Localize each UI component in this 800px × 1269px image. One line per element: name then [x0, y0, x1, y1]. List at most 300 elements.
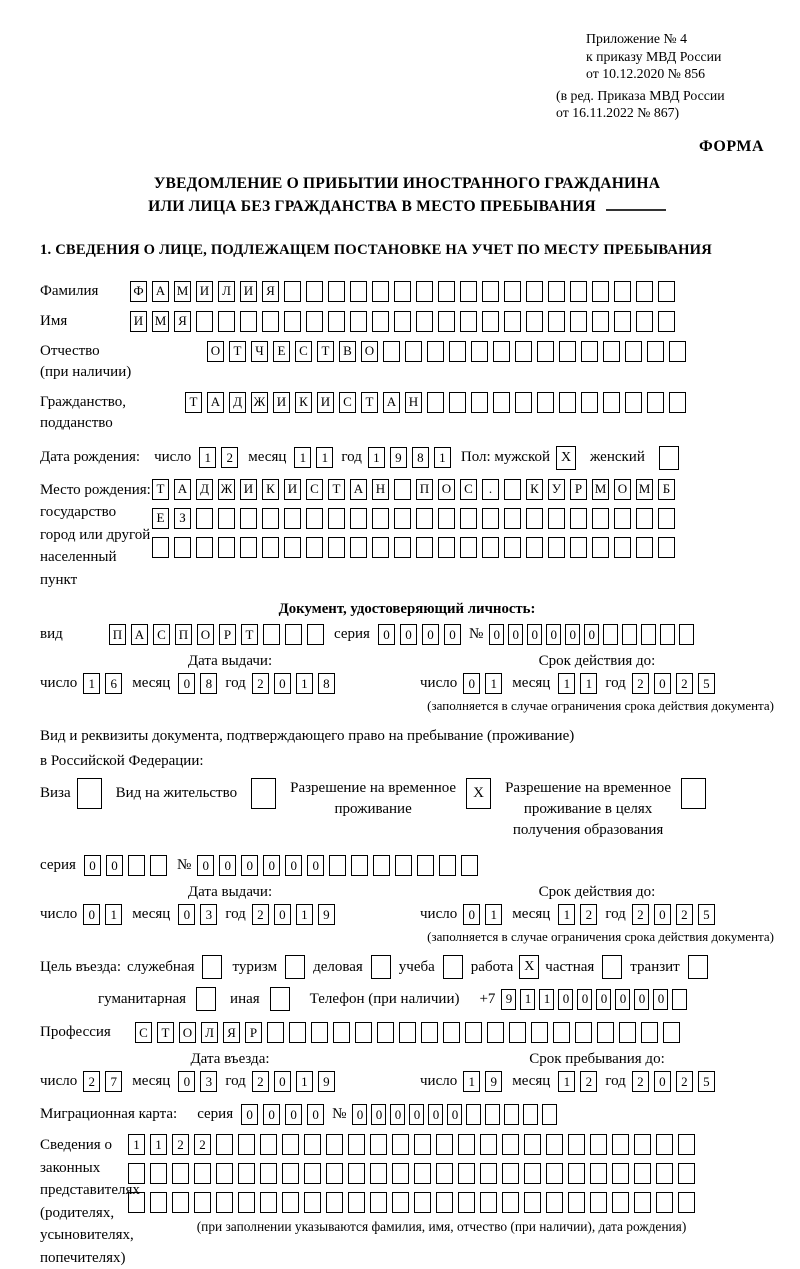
char-cell[interactable] — [634, 1163, 651, 1184]
char-cell[interactable] — [172, 1192, 189, 1213]
purpose-other-checkbox[interactable] — [270, 987, 290, 1011]
char-cell[interactable]: 1 — [83, 673, 100, 694]
char-cell[interactable] — [679, 624, 694, 645]
char-cell[interactable] — [546, 1192, 563, 1213]
char-cell[interactable] — [416, 508, 433, 529]
char-cell[interactable]: 1 — [296, 673, 313, 694]
char-cell[interactable]: 2 — [252, 904, 269, 925]
char-cell[interactable] — [216, 1134, 233, 1155]
char-cell[interactable] — [678, 1163, 695, 1184]
char-cell[interactable]: 0 — [654, 904, 671, 925]
char-cell[interactable]: 8 — [318, 673, 335, 694]
char-cell[interactable] — [509, 1022, 526, 1043]
char-cell[interactable] — [328, 281, 345, 302]
char-cell[interactable] — [458, 1134, 475, 1155]
char-cell[interactable] — [414, 1163, 431, 1184]
char-cell[interactable]: 1 — [485, 673, 502, 694]
char-cell[interactable] — [449, 392, 466, 413]
char-cell[interactable] — [284, 537, 301, 558]
char-cell[interactable] — [669, 392, 686, 413]
char-cell[interactable] — [658, 508, 675, 529]
char-cell[interactable]: 1 — [199, 447, 216, 468]
char-cell[interactable]: 0 — [463, 673, 480, 694]
char-cell[interactable]: 0 — [263, 855, 280, 876]
char-cell[interactable] — [504, 311, 521, 332]
char-cell[interactable] — [372, 537, 389, 558]
char-cell[interactable]: 9 — [390, 447, 407, 468]
char-cell[interactable] — [329, 855, 346, 876]
char-cell[interactable]: О — [197, 624, 214, 645]
char-cell[interactable] — [502, 1192, 519, 1213]
char-cell[interactable] — [480, 1192, 497, 1213]
char-cell[interactable]: И — [284, 479, 301, 500]
char-cell[interactable] — [592, 508, 609, 529]
char-cell[interactable] — [570, 281, 587, 302]
char-cell[interactable] — [443, 1022, 460, 1043]
char-cell[interactable]: И — [196, 281, 213, 302]
char-cell[interactable] — [634, 1134, 651, 1155]
char-cell[interactable]: С — [295, 341, 312, 362]
char-cell[interactable] — [350, 508, 367, 529]
char-cell[interactable] — [196, 508, 213, 529]
char-cell[interactable] — [590, 1163, 607, 1184]
char-cell[interactable] — [267, 1022, 284, 1043]
char-cell[interactable]: 2 — [83, 1071, 100, 1092]
char-cell[interactable] — [394, 479, 411, 500]
char-cell[interactable] — [559, 392, 576, 413]
char-cell[interactable] — [592, 537, 609, 558]
char-cell[interactable]: Т — [152, 479, 169, 500]
char-cell[interactable]: 2 — [252, 1071, 269, 1092]
char-cell[interactable] — [326, 1134, 343, 1155]
char-cell[interactable]: 0 — [178, 904, 195, 925]
char-cell[interactable] — [260, 1163, 277, 1184]
char-cell[interactable] — [482, 508, 499, 529]
char-cell[interactable] — [559, 341, 576, 362]
char-cell[interactable]: 0 — [615, 989, 630, 1010]
char-cell[interactable] — [196, 311, 213, 332]
char-cell[interactable] — [581, 341, 598, 362]
purpose-transit-checkbox[interactable] — [688, 955, 708, 979]
char-cell[interactable] — [531, 1022, 548, 1043]
char-cell[interactable] — [597, 1022, 614, 1043]
char-cell[interactable] — [658, 537, 675, 558]
char-cell[interactable]: 0 — [241, 855, 258, 876]
char-cell[interactable]: В — [339, 341, 356, 362]
char-cell[interactable]: 0 — [178, 673, 195, 694]
char-cell[interactable] — [647, 341, 664, 362]
visa-checkbox[interactable] — [77, 778, 102, 809]
char-cell[interactable] — [537, 341, 554, 362]
char-cell[interactable] — [487, 1022, 504, 1043]
char-cell[interactable] — [482, 311, 499, 332]
char-cell[interactable]: 0 — [352, 1104, 367, 1125]
char-cell[interactable]: 0 — [106, 855, 123, 876]
char-cell[interactable] — [458, 1192, 475, 1213]
char-cell[interactable] — [524, 1192, 541, 1213]
char-cell[interactable] — [128, 1192, 145, 1213]
char-cell[interactable]: О — [438, 479, 455, 500]
char-cell[interactable] — [326, 1163, 343, 1184]
char-cell[interactable] — [658, 281, 675, 302]
char-cell[interactable] — [493, 341, 510, 362]
char-cell[interactable]: 0 — [400, 624, 417, 645]
char-cell[interactable]: 1 — [580, 673, 597, 694]
char-cell[interactable] — [502, 1163, 519, 1184]
char-cell[interactable]: И — [240, 479, 257, 500]
char-cell[interactable]: 8 — [412, 447, 429, 468]
char-cell[interactable]: 1 — [128, 1134, 145, 1155]
char-cell[interactable]: А — [207, 392, 224, 413]
char-cell[interactable] — [504, 1104, 519, 1125]
char-cell[interactable] — [634, 1192, 651, 1213]
char-cell[interactable]: 1 — [150, 1134, 167, 1155]
char-cell[interactable] — [460, 537, 477, 558]
char-cell[interactable] — [636, 508, 653, 529]
char-cell[interactable] — [553, 1022, 570, 1043]
char-cell[interactable]: А — [383, 392, 400, 413]
char-cell[interactable] — [526, 281, 543, 302]
char-cell[interactable] — [524, 1134, 541, 1155]
char-cell[interactable] — [438, 311, 455, 332]
char-cell[interactable]: 0 — [654, 1071, 671, 1092]
char-cell[interactable] — [394, 508, 411, 529]
char-cell[interactable]: К — [526, 479, 543, 500]
char-cell[interactable] — [546, 1163, 563, 1184]
char-cell[interactable] — [465, 1022, 482, 1043]
char-cell[interactable]: И — [273, 392, 290, 413]
char-cell[interactable] — [377, 1022, 394, 1043]
char-cell[interactable] — [348, 1163, 365, 1184]
char-cell[interactable]: Я — [262, 281, 279, 302]
char-cell[interactable] — [394, 537, 411, 558]
char-cell[interactable] — [568, 1192, 585, 1213]
char-cell[interactable] — [526, 311, 543, 332]
char-cell[interactable] — [656, 1192, 673, 1213]
char-cell[interactable] — [438, 281, 455, 302]
char-cell[interactable]: М — [152, 311, 169, 332]
char-cell[interactable]: 0 — [285, 1104, 302, 1125]
char-cell[interactable]: 0 — [428, 1104, 443, 1125]
char-cell[interactable]: 9 — [318, 1071, 335, 1092]
char-cell[interactable] — [466, 1104, 481, 1125]
char-cell[interactable]: 2 — [194, 1134, 211, 1155]
char-cell[interactable]: Л — [218, 281, 235, 302]
char-cell[interactable] — [449, 341, 466, 362]
char-cell[interactable]: О — [179, 1022, 196, 1043]
gender-male-checkbox[interactable]: X — [556, 446, 576, 470]
char-cell[interactable] — [262, 537, 279, 558]
char-cell[interactable] — [284, 311, 301, 332]
char-cell[interactable]: 0 — [371, 1104, 386, 1125]
char-cell[interactable]: 0 — [307, 1104, 324, 1125]
char-cell[interactable]: И — [240, 281, 257, 302]
char-cell[interactable] — [240, 311, 257, 332]
char-cell[interactable]: П — [416, 479, 433, 500]
char-cell[interactable] — [196, 537, 213, 558]
char-cell[interactable] — [438, 537, 455, 558]
char-cell[interactable]: Т — [361, 392, 378, 413]
char-cell[interactable] — [326, 1192, 343, 1213]
char-cell[interactable]: Ж — [251, 392, 268, 413]
char-cell[interactable]: 0 — [263, 1104, 280, 1125]
char-cell[interactable] — [436, 1163, 453, 1184]
char-cell[interactable]: С — [306, 479, 323, 500]
char-cell[interactable]: 1 — [368, 447, 385, 468]
char-cell[interactable]: Ч — [251, 341, 268, 362]
char-cell[interactable]: К — [295, 392, 312, 413]
char-cell[interactable] — [625, 392, 642, 413]
char-cell[interactable] — [289, 1022, 306, 1043]
char-cell[interactable] — [548, 508, 565, 529]
char-cell[interactable]: 0 — [527, 624, 542, 645]
char-cell[interactable] — [307, 624, 324, 645]
char-cell[interactable] — [502, 1134, 519, 1155]
char-cell[interactable] — [370, 1192, 387, 1213]
char-cell[interactable]: 0 — [274, 904, 291, 925]
char-cell[interactable] — [526, 537, 543, 558]
char-cell[interactable]: К — [262, 479, 279, 500]
char-cell[interactable] — [416, 281, 433, 302]
char-cell[interactable]: 0 — [378, 624, 395, 645]
char-cell[interactable]: 1 — [539, 989, 554, 1010]
char-cell[interactable] — [575, 1022, 592, 1043]
char-cell[interactable] — [504, 508, 521, 529]
char-cell[interactable] — [471, 392, 488, 413]
char-cell[interactable]: А — [350, 479, 367, 500]
char-cell[interactable]: П — [109, 624, 126, 645]
char-cell[interactable] — [284, 281, 301, 302]
char-cell[interactable] — [392, 1134, 409, 1155]
char-cell[interactable] — [568, 1134, 585, 1155]
char-cell[interactable]: 0 — [463, 904, 480, 925]
char-cell[interactable] — [351, 855, 368, 876]
char-cell[interactable] — [282, 1134, 299, 1155]
char-cell[interactable] — [399, 1022, 416, 1043]
char-cell[interactable] — [216, 1163, 233, 1184]
char-cell[interactable] — [480, 1134, 497, 1155]
char-cell[interactable]: С — [153, 624, 170, 645]
char-cell[interactable]: 7 — [105, 1071, 122, 1092]
char-cell[interactable]: 0 — [241, 1104, 258, 1125]
char-cell[interactable] — [150, 855, 167, 876]
char-cell[interactable] — [285, 624, 302, 645]
char-cell[interactable] — [238, 1192, 255, 1213]
char-cell[interactable]: 0 — [84, 855, 101, 876]
temp-residence-permit-checkbox[interactable]: X — [466, 778, 491, 809]
char-cell[interactable] — [660, 624, 675, 645]
purpose-work-checkbox[interactable]: X — [519, 955, 539, 979]
char-cell[interactable]: 0 — [307, 855, 324, 876]
char-cell[interactable] — [548, 537, 565, 558]
char-cell[interactable]: 0 — [508, 624, 523, 645]
char-cell[interactable] — [414, 1134, 431, 1155]
char-cell[interactable] — [392, 1192, 409, 1213]
char-cell[interactable]: 3 — [200, 904, 217, 925]
char-cell[interactable] — [372, 281, 389, 302]
char-cell[interactable] — [260, 1134, 277, 1155]
char-cell[interactable] — [370, 1134, 387, 1155]
char-cell[interactable] — [537, 392, 554, 413]
char-cell[interactable] — [658, 311, 675, 332]
char-cell[interactable] — [306, 311, 323, 332]
char-cell[interactable]: 1 — [296, 1071, 313, 1092]
char-cell[interactable] — [656, 1134, 673, 1155]
char-cell[interactable]: 6 — [105, 673, 122, 694]
char-cell[interactable] — [238, 1163, 255, 1184]
char-cell[interactable]: Ж — [218, 479, 235, 500]
char-cell[interactable]: 1 — [463, 1071, 480, 1092]
char-cell[interactable]: 0 — [584, 624, 599, 645]
char-cell[interactable]: И — [317, 392, 334, 413]
char-cell[interactable] — [625, 341, 642, 362]
char-cell[interactable] — [622, 624, 637, 645]
char-cell[interactable] — [678, 1192, 695, 1213]
char-cell[interactable] — [194, 1163, 211, 1184]
char-cell[interactable] — [372, 311, 389, 332]
char-cell[interactable] — [306, 508, 323, 529]
char-cell[interactable] — [284, 508, 301, 529]
char-cell[interactable] — [128, 1163, 145, 1184]
char-cell[interactable] — [306, 281, 323, 302]
char-cell[interactable]: 1 — [558, 904, 575, 925]
char-cell[interactable] — [216, 1192, 233, 1213]
char-cell[interactable]: 0 — [596, 989, 611, 1010]
char-cell[interactable] — [592, 281, 609, 302]
purpose-humanitarian-checkbox[interactable] — [196, 987, 216, 1011]
char-cell[interactable]: Б — [658, 479, 675, 500]
char-cell[interactable] — [590, 1192, 607, 1213]
char-cell[interactable]: Я — [174, 311, 191, 332]
char-cell[interactable]: 2 — [632, 1071, 649, 1092]
char-cell[interactable]: М — [592, 479, 609, 500]
char-cell[interactable]: Д — [229, 392, 246, 413]
char-cell[interactable] — [568, 1163, 585, 1184]
char-cell[interactable] — [493, 392, 510, 413]
char-cell[interactable] — [306, 537, 323, 558]
char-cell[interactable] — [373, 855, 390, 876]
char-cell[interactable] — [636, 281, 653, 302]
char-cell[interactable]: Р — [245, 1022, 262, 1043]
residence-permit-checkbox[interactable] — [251, 778, 276, 809]
char-cell[interactable] — [504, 479, 521, 500]
char-cell[interactable]: О — [207, 341, 224, 362]
char-cell[interactable] — [421, 1022, 438, 1043]
char-cell[interactable] — [612, 1163, 629, 1184]
purpose-study-checkbox[interactable] — [443, 955, 463, 979]
char-cell[interactable] — [328, 311, 345, 332]
char-cell[interactable] — [581, 392, 598, 413]
char-cell[interactable]: 0 — [390, 1104, 405, 1125]
char-cell[interactable]: 9 — [501, 989, 516, 1010]
char-cell[interactable] — [395, 855, 412, 876]
char-cell[interactable]: 2 — [632, 904, 649, 925]
char-cell[interactable]: Л — [201, 1022, 218, 1043]
char-cell[interactable]: Н — [405, 392, 422, 413]
char-cell[interactable] — [523, 1104, 538, 1125]
char-cell[interactable]: 0 — [409, 1104, 424, 1125]
char-cell[interactable] — [240, 508, 257, 529]
char-cell[interactable]: 0 — [558, 989, 573, 1010]
char-cell[interactable]: Н — [372, 479, 389, 500]
char-cell[interactable] — [350, 311, 367, 332]
char-cell[interactable] — [641, 1022, 658, 1043]
char-cell[interactable] — [348, 1134, 365, 1155]
char-cell[interactable]: Т — [317, 341, 334, 362]
char-cell[interactable]: И — [130, 311, 147, 332]
char-cell[interactable] — [612, 1192, 629, 1213]
char-cell[interactable] — [128, 855, 145, 876]
char-cell[interactable]: А — [174, 479, 191, 500]
char-cell[interactable] — [614, 537, 631, 558]
char-cell[interactable] — [458, 1163, 475, 1184]
char-cell[interactable]: 8 — [200, 673, 217, 694]
char-cell[interactable] — [548, 281, 565, 302]
char-cell[interactable]: 5 — [698, 673, 715, 694]
char-cell[interactable]: 3 — [200, 1071, 217, 1092]
char-cell[interactable] — [669, 341, 686, 362]
char-cell[interactable] — [372, 508, 389, 529]
char-cell[interactable] — [328, 508, 345, 529]
char-cell[interactable] — [641, 624, 656, 645]
char-cell[interactable] — [647, 392, 664, 413]
char-cell[interactable] — [260, 1192, 277, 1213]
char-cell[interactable]: 0 — [654, 673, 671, 694]
char-cell[interactable]: 0 — [565, 624, 580, 645]
char-cell[interactable] — [405, 341, 422, 362]
char-cell[interactable] — [416, 537, 433, 558]
char-cell[interactable]: 0 — [197, 855, 214, 876]
char-cell[interactable] — [619, 1022, 636, 1043]
char-cell[interactable] — [218, 508, 235, 529]
char-cell[interactable] — [383, 341, 400, 362]
char-cell[interactable]: 0 — [285, 855, 302, 876]
char-cell[interactable] — [672, 989, 687, 1010]
char-cell[interactable] — [504, 281, 521, 302]
char-cell[interactable] — [485, 1104, 500, 1125]
char-cell[interactable]: С — [135, 1022, 152, 1043]
char-cell[interactable]: 1 — [558, 673, 575, 694]
char-cell[interactable]: С — [339, 392, 356, 413]
char-cell[interactable]: 1 — [105, 904, 122, 925]
char-cell[interactable] — [238, 1134, 255, 1155]
char-cell[interactable]: 2 — [676, 1071, 693, 1092]
char-cell[interactable] — [328, 537, 345, 558]
char-cell[interactable] — [174, 537, 191, 558]
char-cell[interactable]: 0 — [577, 989, 592, 1010]
char-cell[interactable]: 0 — [178, 1071, 195, 1092]
char-cell[interactable]: 1 — [296, 904, 313, 925]
char-cell[interactable] — [262, 508, 279, 529]
char-cell[interactable] — [152, 537, 169, 558]
char-cell[interactable] — [150, 1192, 167, 1213]
char-cell[interactable]: 1 — [434, 447, 451, 468]
char-cell[interactable] — [414, 1192, 431, 1213]
char-cell[interactable]: 2 — [172, 1134, 189, 1155]
char-cell[interactable] — [304, 1163, 321, 1184]
char-cell[interactable]: П — [175, 624, 192, 645]
purpose-private-checkbox[interactable] — [602, 955, 622, 979]
char-cell[interactable] — [438, 508, 455, 529]
char-cell[interactable] — [460, 281, 477, 302]
char-cell[interactable] — [614, 508, 631, 529]
char-cell[interactable]: Т — [241, 624, 258, 645]
char-cell[interactable]: 9 — [318, 904, 335, 925]
char-cell[interactable]: 0 — [447, 1104, 462, 1125]
char-cell[interactable] — [546, 1134, 563, 1155]
char-cell[interactable] — [570, 311, 587, 332]
gender-female-checkbox[interactable] — [659, 446, 679, 470]
